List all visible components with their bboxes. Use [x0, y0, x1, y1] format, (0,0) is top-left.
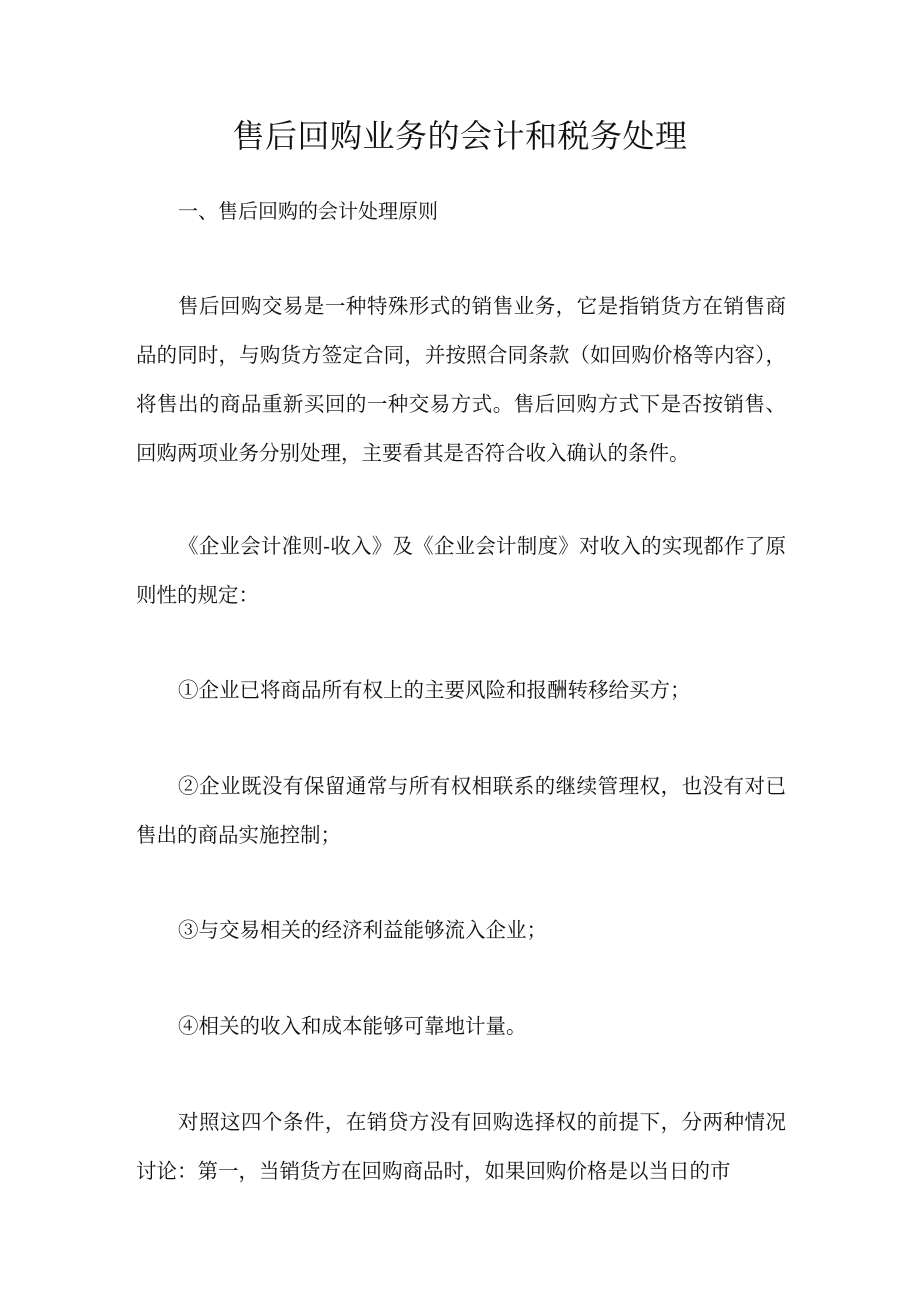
condition-item-2: ②企业既没有保留通常与所有权相联系的继续管理权，也没有对已售出的商品实施控制； [136, 774, 786, 847]
paragraph-regulation: 《企业会计准则-收入》及《企业会计制度》对收入的实现都作了原则性的规定： [136, 534, 786, 607]
condition-item-1: ①企业已将商品所有权上的主要风险和报酬转移给买方； [178, 678, 691, 702]
paragraph-discussion: 对照这四个条件，在销贷方没有回购选择权的前提下，分两种情况讨论：第一，当销货方在回购商品时，如果回购价格是以当日的市 [136, 1110, 786, 1183]
condition-item-3: ③与交易相关的经济利益能够流入企业； [178, 918, 547, 942]
condition-item-4: ④相关的收入和成本能够可靠地计量。 [178, 1014, 527, 1038]
section-heading: 一、售后回购的会计处理原则 [178, 199, 438, 223]
document-title: 售后回购业务的会计和税务处理 [232, 117, 688, 155]
paragraph-definition: 售后回购交易是一种特殊形式的销售业务，它是指销货方在销售商品的同时，与购货方签定合同，并按照合同条款（如回购价格等内容），将售出的商品重新买回的一种交易方式。售后回购方式下是否按销售、回购两项业务分别处理，主要看其是否符合收入确认的条件。 [136, 294, 786, 465]
